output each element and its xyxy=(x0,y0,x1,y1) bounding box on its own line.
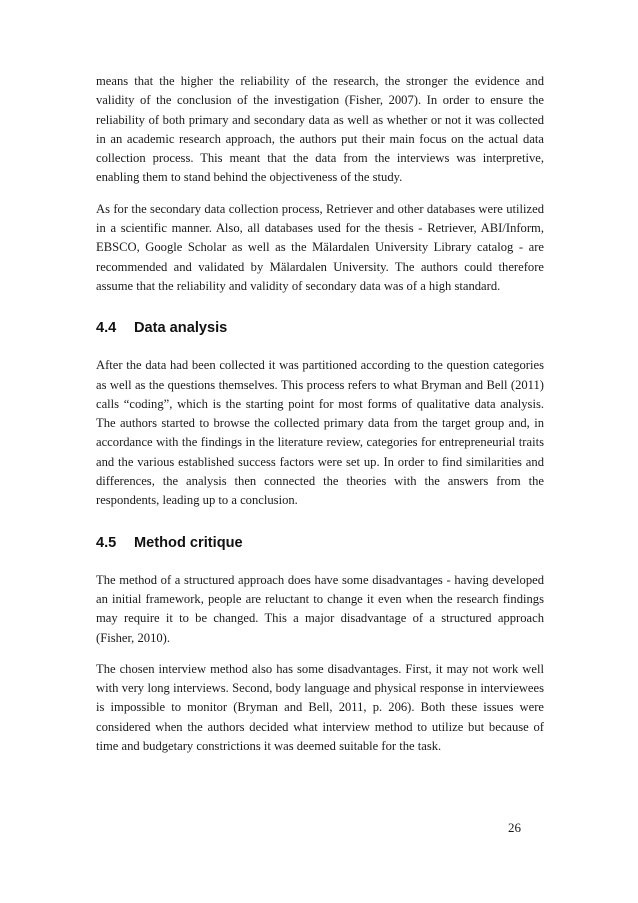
document-page xyxy=(96,72,544,768)
paragraph-interview-method: The chosen interview method also has some disadvantages. First, it may not work well with very long interviews. Second, body language and physical response in interviewees is impossible to monitor (Bryman and Bell, 2011, p. 206). Both these issues were considered when the authors decided what interview method to utilize but because of time and budgetary constrictions it was deemed suitable for the task. xyxy=(96,661,544,754)
section-number: 4.5 xyxy=(96,534,117,551)
section-heading-method-critique xyxy=(96,533,544,553)
section-title: Data analysis xyxy=(134,320,228,337)
paragraph-reliability: means that the higher the reliability of the research, the stronger the evidence and validity of the conclusion of the investigation (Fisher, 2007). In order to ensure the reliability of both primary and secondary data as well as whether or not it was collected in an academic research approach, the authors put their main focus on the actual data collection process. This meant that the data from the interviews was interpretive, enabling them to stand behind the objectiveness of the study. xyxy=(96,74,544,185)
paragraph-secondary-data: As for the secondary data collection process, Retriever and other databases were utilized in a scientific manner. Also, all databases used for the thesis - Retriever, ABI/Inform, EBSCO, Google Scholar as well as the Mälardalen University Library catalog - are recommended and validated by Mälardalen University. The authors could therefore assume that the reliability and validity of secondary data was of a high standard. xyxy=(96,201,544,293)
page-number: 26 xyxy=(508,820,521,835)
paragraph-data-analysis: After the data had been collected it was partitioned according to the question categories as well as the questions themselves. This process refers to what Bryman and Bell (2011) calls “coding”, which is the starting point for most forms of qualitative data analysis. The authors started to browse the collected primary data from the target group and, in accordance with the findings in the literature review, categories for entrepreneurial traits and the various established success factors were set up. In order to find similarities and differences, the analysis then connected the theories with the answers from the respondents, leading up to a conclusion. xyxy=(96,358,544,508)
paragraph-structured-approach: The method of a structured approach does have some disadvantages - having developed an initial framework, people are reluctant to change it even when the research findings may require it to be changed. This a major disadvantage of a structured approach (Fisher, 2010). xyxy=(96,572,544,645)
section-heading-data-analysis xyxy=(96,318,544,338)
section-title: Method critique xyxy=(134,534,243,551)
section-number: 4.4 xyxy=(96,320,117,337)
